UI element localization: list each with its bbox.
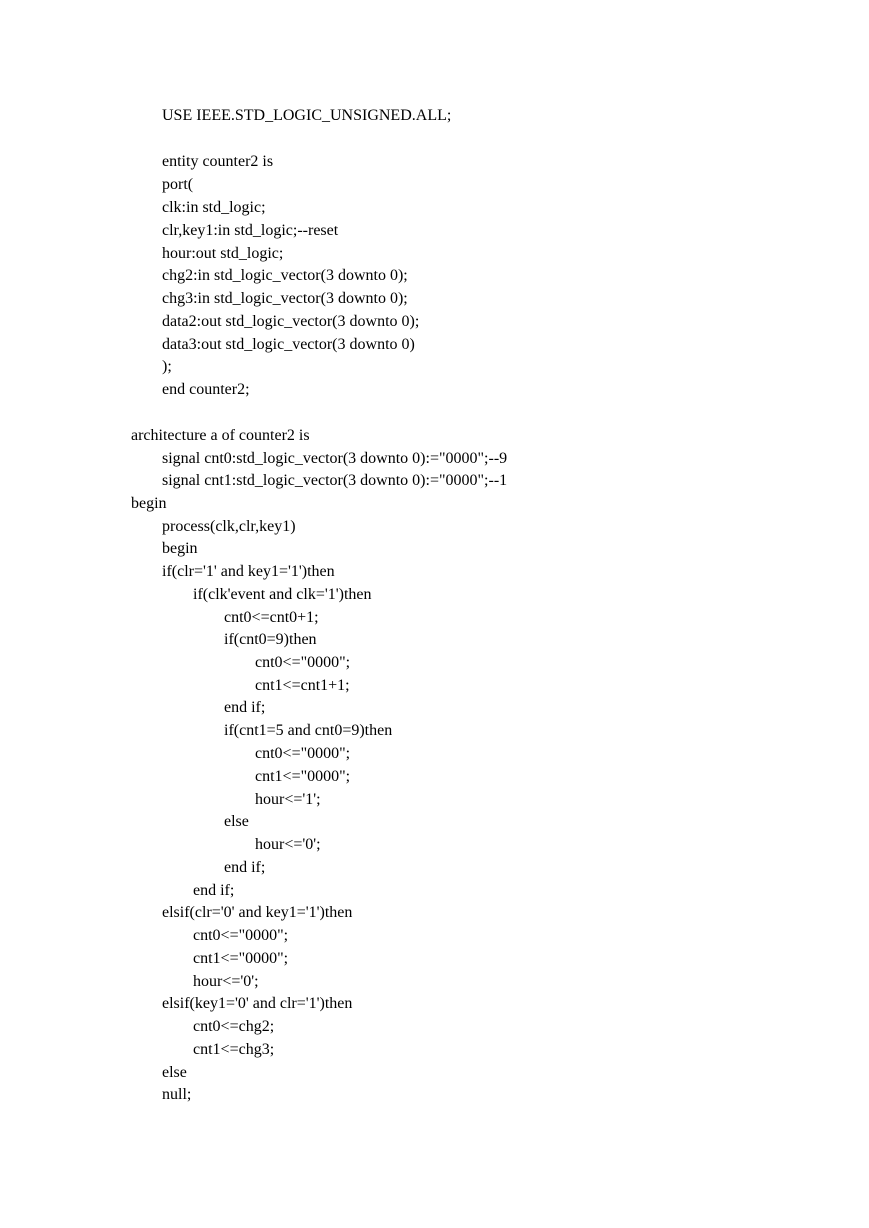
code-line: clk:in std_logic;	[162, 199, 266, 216]
code-line: cnt1<=chg3;	[193, 1041, 275, 1058]
code-line: null;	[162, 1086, 192, 1103]
code-line: elsif(clr='0' and key1='1')then	[162, 904, 353, 921]
code-line: begin	[162, 540, 198, 557]
code-line: elsif(key1='0' and clr='1')then	[162, 995, 353, 1012]
code-line: signal cnt1:std_logic_vector(3 downto 0):="0000";--1	[162, 472, 508, 489]
code-line: end if;	[224, 699, 266, 716]
code-line: hour<='1';	[255, 791, 321, 808]
code-line: entity counter2 is	[162, 153, 274, 170]
code-line: cnt0<="0000";	[255, 745, 351, 762]
code-line: if(clr='1' and key1='1')then	[162, 563, 335, 580]
code-line: cnt0<="0000";	[193, 927, 289, 944]
code-line: cnt1<=cnt1+1;	[255, 677, 350, 694]
code-line: end if;	[193, 882, 235, 899]
code-line: process(clk,clr,key1)	[162, 518, 296, 535]
code-line: clr,key1:in std_logic;--reset	[162, 222, 339, 239]
code-line: signal cnt0:std_logic_vector(3 downto 0):="0000";--9	[162, 450, 508, 467]
code-line: cnt1<="0000";	[255, 768, 351, 785]
code-line: hour<='0';	[255, 836, 321, 853]
code-line: cnt0<=cnt0+1;	[224, 609, 319, 626]
code-line: hour:out std_logic;	[162, 245, 284, 262]
code-line: end if;	[224, 859, 266, 876]
code-line: data3:out std_logic_vector(3 downto 0)	[162, 336, 415, 353]
code-line: cnt0<=chg2;	[193, 1018, 275, 1035]
code-line: cnt0<="0000";	[255, 654, 351, 671]
code-line: else	[224, 813, 249, 830]
code-line: data2:out std_logic_vector(3 downto 0);	[162, 313, 420, 330]
code-line: else	[162, 1064, 187, 1081]
code-line: if(clk'event and clk='1')then	[193, 586, 372, 603]
code-line: if(cnt1=5 and cnt0=9)then	[224, 722, 393, 739]
code-line: chg2:in std_logic_vector(3 downto 0);	[162, 267, 408, 284]
code-line: begin	[131, 495, 167, 512]
code-line: chg3:in std_logic_vector(3 downto 0);	[162, 290, 408, 307]
code-line: if(cnt0=9)then	[224, 631, 317, 648]
code-line: architecture a of counter2 is	[131, 427, 310, 444]
code-line: hour<='0';	[193, 973, 259, 990]
code-line: end counter2;	[162, 381, 250, 398]
code-line: cnt1<="0000";	[193, 950, 289, 967]
code-line: );	[162, 358, 172, 375]
code-line: port(	[162, 176, 194, 193]
code-line: USE IEEE.STD_LOGIC_UNSIGNED.ALL;	[162, 107, 452, 124]
